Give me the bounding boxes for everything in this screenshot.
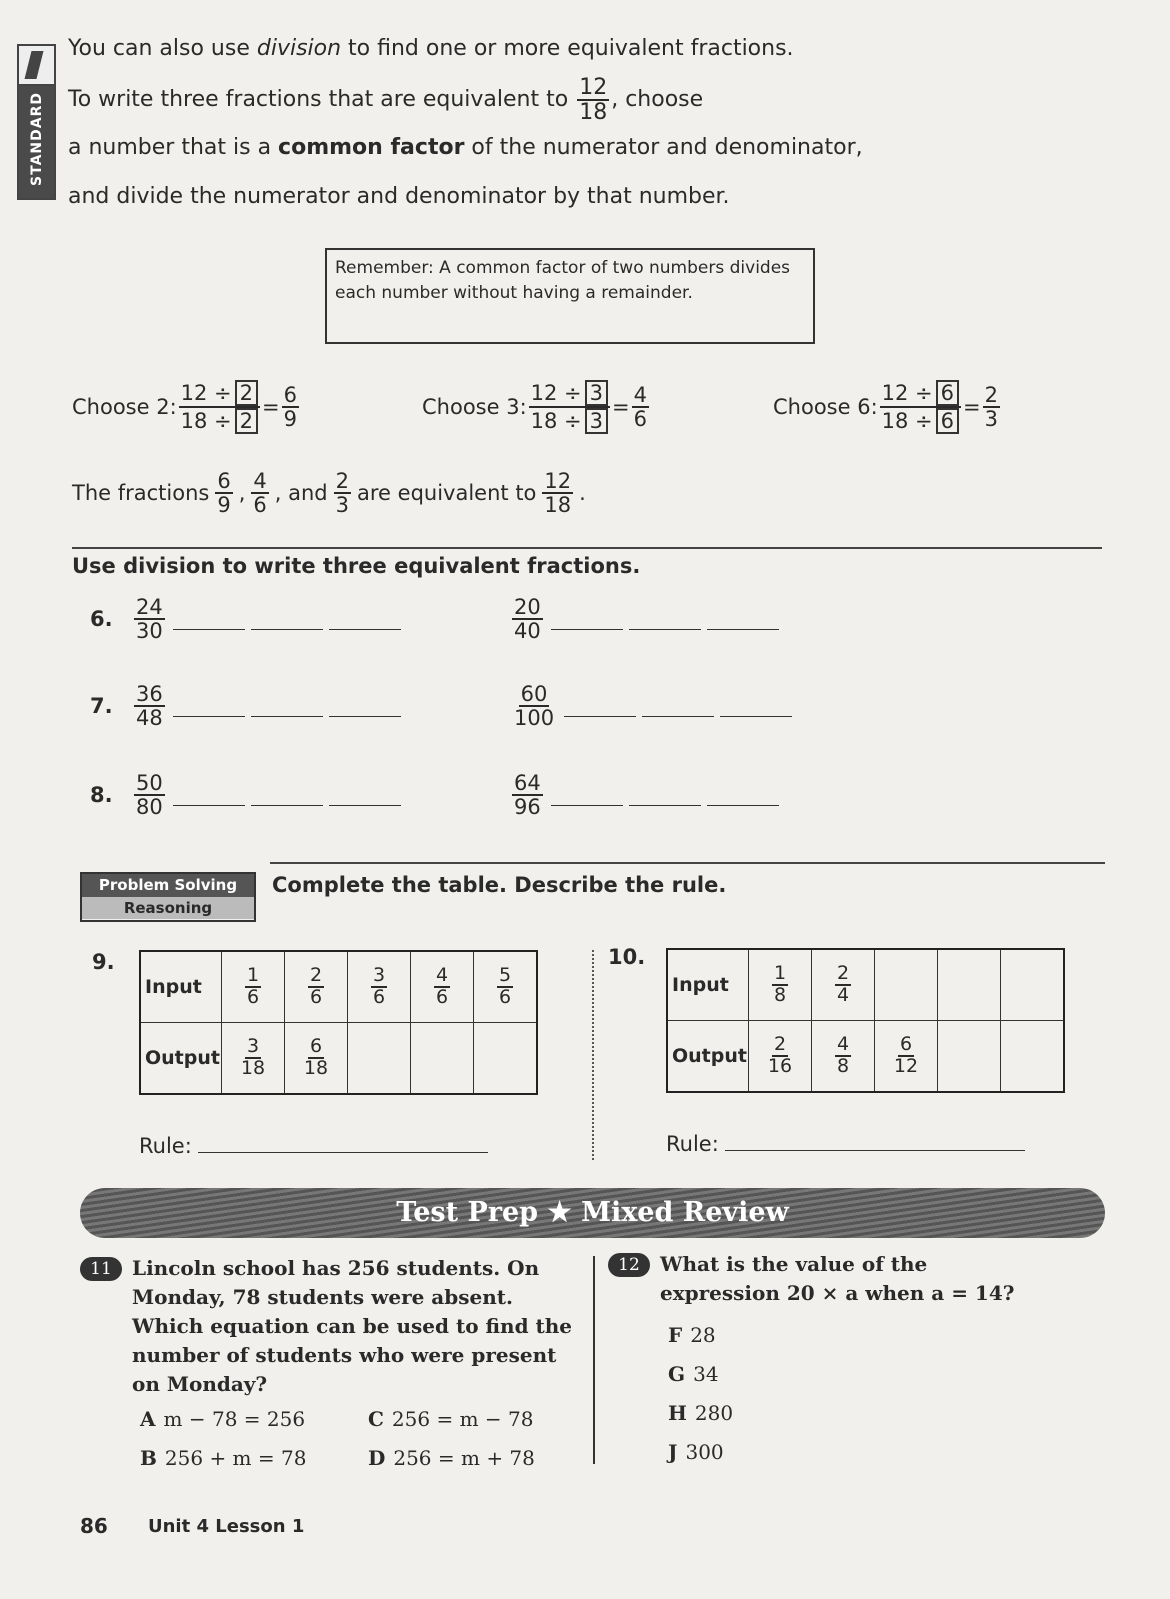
output-row: [140, 1023, 537, 1095]
intro-line-3: [68, 135, 863, 160]
numerator: 2: [335, 469, 350, 493]
choose-example-2: [72, 380, 301, 434]
denominator: 9: [217, 493, 231, 518]
numerator: 12 ÷: [530, 381, 582, 405]
divider: [270, 862, 1105, 864]
cell: [811, 949, 874, 1021]
answer-blank[interactable]: [329, 785, 401, 806]
numerator: 1: [773, 962, 787, 985]
denominator: 48: [136, 706, 163, 731]
row-label: Output: [667, 1021, 748, 1093]
question-text: What is the value of the expression 20 × a when a = 14?: [660, 1252, 1015, 1305]
denominator: 6: [372, 986, 386, 1008]
denominator: 40: [514, 619, 541, 644]
cell: [221, 1023, 284, 1095]
numerator: 20: [514, 595, 541, 619]
question-11: [80, 1254, 580, 1473]
division-fraction: [880, 380, 961, 434]
row-label: Output: [140, 1023, 221, 1095]
answer-blank[interactable]: [707, 609, 779, 630]
fraction: [835, 1035, 851, 1077]
numerator: 50: [136, 771, 163, 795]
option-text: 28: [690, 1323, 716, 1347]
rule-10-blank[interactable]: [725, 1130, 1025, 1151]
text: ,: [238, 481, 246, 506]
answer-blank[interactable]: [251, 785, 323, 806]
numerator: 2: [836, 962, 850, 985]
answer-blank[interactable]: [173, 696, 245, 717]
denominator: 18 ÷: [530, 409, 582, 434]
problem-6-b: [510, 596, 779, 642]
fraction: [245, 966, 261, 1008]
option-letter: D: [368, 1446, 386, 1470]
denominator: 3: [984, 407, 999, 432]
fraction: [577, 76, 609, 124]
numerator: 2: [773, 1033, 787, 1056]
divisor-box: 3: [585, 408, 608, 434]
problem-8-b: [510, 772, 779, 818]
text: , choose: [611, 87, 704, 113]
option-text: 256 = m + 78: [393, 1446, 535, 1470]
text: .: [579, 481, 586, 506]
standard-badge: [17, 44, 56, 200]
cell: [410, 951, 473, 1023]
table-9: [139, 950, 538, 1095]
numerator: 4: [435, 964, 449, 987]
option-text: 280: [694, 1401, 734, 1425]
answer-blank[interactable]: [329, 609, 401, 630]
divisor-box: 3: [585, 380, 608, 406]
intro-line-2: [68, 76, 703, 124]
denominator: 4: [836, 984, 850, 1006]
option-text: 34: [693, 1362, 719, 1386]
text: are equivalent to: [357, 481, 537, 506]
text: , and: [274, 481, 328, 506]
table-10: [666, 948, 1065, 1093]
row-label: Input: [667, 949, 748, 1021]
question-12: [608, 1250, 1048, 1472]
fraction: [512, 772, 543, 818]
fraction: [434, 966, 450, 1008]
division-fraction: [179, 380, 260, 434]
equals: =: [963, 395, 981, 420]
fraction: [632, 384, 649, 430]
rule-label: Rule:: [666, 1132, 719, 1156]
california-map-icon: [19, 46, 54, 86]
cell: [284, 951, 347, 1023]
divisor-box: 6: [936, 408, 959, 434]
answer-blank[interactable]: [251, 609, 323, 630]
problem-7-b: [510, 683, 792, 729]
text: The fractions: [72, 481, 210, 506]
answer-blank[interactable]: [720, 696, 792, 717]
answer-blank[interactable]: [551, 785, 623, 806]
text: To write three fractions that are equivalent to: [68, 87, 569, 113]
cell: [748, 1021, 811, 1093]
denominator: 6: [633, 407, 648, 432]
numerator: 36: [136, 682, 163, 706]
option-B[interactable]: [140, 1444, 368, 1473]
denominator: 18: [579, 100, 608, 126]
empty-cell[interactable]: [1000, 1021, 1064, 1093]
key-term: common factor: [278, 135, 465, 160]
answer-blank[interactable]: [707, 785, 779, 806]
choose-example-3: [422, 380, 651, 434]
divider: [72, 547, 1102, 549]
denominator: 80: [136, 795, 163, 820]
text: to find one or more equivalent fractions.: [341, 36, 794, 61]
choose-label: Choose 3:: [422, 395, 527, 420]
denominator: 18: [544, 493, 572, 518]
answer-blank[interactable]: [642, 696, 714, 717]
column-divider: [592, 950, 594, 1160]
denominator: 18 ÷: [881, 409, 933, 434]
denominator: 3: [335, 493, 350, 518]
equals: =: [262, 395, 280, 420]
numerator: 12: [579, 75, 608, 100]
empty-cell[interactable]: [347, 1023, 410, 1095]
answer-blank[interactable]: [173, 785, 245, 806]
text: You can also use: [68, 36, 257, 61]
fraction: [766, 1035, 794, 1077]
option-text: m − 78 = 256: [163, 1407, 306, 1431]
option-A[interactable]: [140, 1405, 368, 1434]
badge-line-1: Problem Solving: [82, 874, 254, 897]
test-prep-banner: Test Prep ★ Mixed Review: [80, 1188, 1105, 1238]
numerator: 24: [136, 595, 163, 619]
question-number: 12: [608, 1253, 650, 1277]
option-letter: F: [668, 1323, 683, 1347]
numerator: 6: [899, 1033, 913, 1056]
fraction: [512, 683, 556, 729]
numerator: 12: [544, 469, 572, 493]
problem-number: 9.: [92, 950, 115, 974]
empty-cell[interactable]: [874, 949, 937, 1021]
numerator: 64: [514, 771, 541, 795]
answer-blank[interactable]: [551, 609, 623, 630]
problem-8: [90, 772, 401, 818]
numerator: 3: [246, 1035, 260, 1058]
answer-blank[interactable]: [629, 785, 701, 806]
denominator: 6: [246, 986, 260, 1008]
question-number: 11: [80, 1257, 122, 1281]
input-row: [667, 949, 1064, 1021]
intro-line-1: [68, 36, 794, 61]
fraction: [835, 964, 851, 1006]
option-D[interactable]: [368, 1444, 598, 1473]
option-letter: H: [668, 1401, 687, 1425]
denominator: 30: [136, 619, 163, 644]
fraction: [892, 1035, 920, 1077]
text: a number that is a: [68, 135, 279, 160]
fraction: [215, 470, 232, 516]
option-H[interactable]: [668, 1394, 1048, 1433]
fraction: [302, 1037, 330, 1079]
numerator: 2: [984, 383, 999, 407]
empty-cell[interactable]: [937, 1021, 1000, 1093]
badge-line-2: Reasoning: [82, 897, 254, 919]
divisor-box: 2: [235, 408, 258, 434]
cell: [221, 951, 284, 1023]
fraction: [251, 470, 268, 516]
numerator: 4: [836, 1033, 850, 1056]
answer-blank[interactable]: [251, 696, 323, 717]
option-C[interactable]: [368, 1405, 598, 1434]
fraction: [542, 470, 573, 516]
row-label: Input: [140, 951, 221, 1023]
denominator: 18: [240, 1057, 266, 1079]
numerator: 5: [498, 964, 512, 987]
denominator: 8: [773, 984, 787, 1006]
fraction: [134, 772, 165, 818]
numerator: 6: [283, 383, 298, 407]
rule-label: Rule:: [139, 1134, 192, 1158]
fraction: [239, 1037, 267, 1079]
denominator: 6: [435, 986, 449, 1008]
denominator: 8: [836, 1055, 850, 1077]
numerator: 3: [372, 964, 386, 987]
fraction: [512, 596, 543, 642]
option-letter: A: [140, 1407, 156, 1431]
denominator: 96: [514, 795, 541, 820]
problem-7: [90, 683, 401, 729]
page-number: 86: [80, 1514, 108, 1538]
option-J[interactable]: [668, 1433, 1048, 1472]
fraction: [308, 966, 324, 1008]
denominator: 18: [303, 1057, 329, 1079]
problem-number: 7.: [90, 694, 113, 719]
fraction: [371, 966, 387, 1008]
numerator: 1: [246, 964, 260, 987]
cell: [811, 1021, 874, 1093]
answer-blank[interactable]: [329, 696, 401, 717]
option-text: 300: [685, 1440, 724, 1464]
numerator: 60: [520, 682, 548, 706]
answer-blank[interactable]: [629, 609, 701, 630]
option-text: 256 + m = 78: [164, 1446, 307, 1470]
cell: [874, 1021, 937, 1093]
lesson-label: Unit 4 Lesson 1: [148, 1516, 305, 1537]
summary-line: [72, 470, 586, 516]
problem-number: 10.: [608, 945, 646, 969]
division-fraction: [529, 380, 610, 434]
option-letter: C: [368, 1407, 384, 1431]
fraction: [282, 384, 299, 430]
option-letter: B: [140, 1446, 157, 1470]
column-divider: [593, 1256, 595, 1464]
denominator: 18 ÷: [180, 409, 232, 434]
numerator: 12 ÷: [180, 381, 232, 405]
choose-label: Choose 6:: [773, 395, 878, 420]
cell: [347, 951, 410, 1023]
equals: =: [612, 395, 630, 420]
standard-label: STANDARD: [28, 92, 45, 186]
numerator: 12 ÷: [881, 381, 933, 405]
choose-label: Choose 2:: [72, 395, 177, 420]
denominator: 6: [309, 986, 323, 1008]
option-F[interactable]: [668, 1316, 1048, 1355]
divisor-box: 6: [936, 380, 959, 406]
denominator: 6: [498, 986, 512, 1008]
divisor-box: 2: [235, 380, 258, 406]
denominator: 6: [253, 493, 267, 518]
empty-cell[interactable]: [473, 1023, 537, 1095]
table-instruction: Complete the table. Describe the rule.: [272, 873, 727, 897]
section-heading: Use division to write three equivalent fractions.: [72, 554, 641, 578]
intro-line-4: and divide the numerator and denominator by that number.: [68, 184, 730, 209]
cell: [748, 949, 811, 1021]
option-text: 256 = m − 78: [391, 1407, 534, 1431]
empty-cell[interactable]: [937, 949, 1000, 1021]
empty-cell[interactable]: [410, 1023, 473, 1095]
numerator: 6: [217, 469, 231, 493]
denominator: 12: [893, 1055, 919, 1077]
rule-9-blank[interactable]: [198, 1132, 488, 1153]
problem-solving-badge: [80, 872, 256, 922]
output-row: [667, 1021, 1064, 1093]
numerator: 4: [253, 469, 267, 493]
denominator: 9: [283, 407, 298, 432]
choose-example-6: [773, 380, 1002, 434]
fraction: [497, 966, 513, 1008]
numerator: 2: [309, 964, 323, 987]
fraction: [772, 964, 788, 1006]
question-text: Lincoln school has 256 students. On Monday, 78 students were absent. Which equation can be used to find the number of students who were present on Monday?: [132, 1256, 573, 1396]
option-letter: G: [668, 1362, 686, 1386]
denominator: 16: [767, 1055, 793, 1077]
cell: [284, 1023, 347, 1095]
remember-box: Remember: A common factor of two numbers divides each number without having a remainder.: [325, 248, 815, 344]
input-row: [140, 951, 537, 1023]
denominator: 100: [514, 706, 555, 731]
text: of the numerator and denominator,: [464, 135, 863, 160]
numerator: 4: [633, 383, 648, 407]
answer-blank[interactable]: [173, 609, 245, 630]
answer-blank[interactable]: [564, 696, 636, 717]
fraction: [983, 384, 1000, 430]
option-letter: J: [668, 1440, 678, 1464]
problem-number: 8.: [90, 783, 113, 808]
rule-9: [139, 1132, 488, 1158]
empty-cell[interactable]: [1000, 949, 1064, 1021]
fraction: [134, 683, 165, 729]
emphasis: division: [256, 36, 342, 61]
rule-10: [666, 1130, 1025, 1156]
problem-number: 6.: [90, 607, 113, 632]
option-G[interactable]: [668, 1355, 1048, 1394]
problem-6: [90, 596, 401, 642]
numerator: 6: [309, 1035, 323, 1058]
fraction: [134, 596, 165, 642]
cell: [473, 951, 537, 1023]
fraction: [334, 470, 351, 516]
